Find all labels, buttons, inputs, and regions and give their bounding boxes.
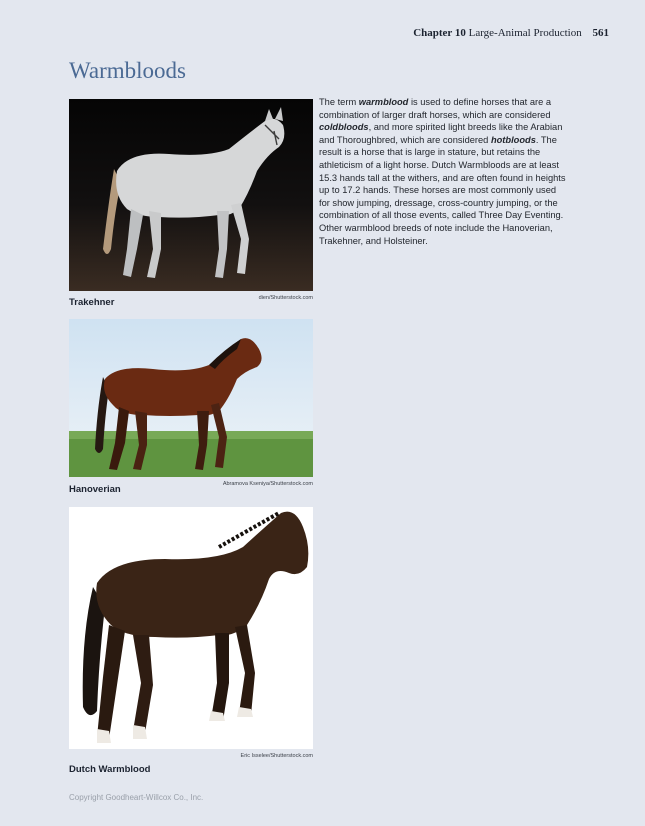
chapter-title: Large-Animal Production [468,27,582,39]
hanoverian-photo [69,319,313,477]
section-title: Warmbloods [69,58,186,83]
page-number: 561 [592,27,609,39]
photo-credit-1: dien/Shutterstock.com [258,295,313,301]
running-header [413,27,609,39]
caption-trakehner: Trakehner [69,297,115,308]
body-text-4: . The result is a horse that is large in stature, but retains the athleticism of a light horse. Dutch Warmbloods are at least 15.3 hands tall at the withers, and are often found in heights up to 17.2 hands. These horses are most commonly used for show jumping, dressage, cross-country jumping, or the combination of all those events, called Three Day Eventing. Other warmblood breeds of note include the Hanoverian, Trakehner, and Holsteiner. [319,134,566,246]
body-paragraph [319,96,569,247]
dutch-warmblood-photo [69,507,313,749]
term-warmblood: warmblood [358,97,409,107]
trakehner-photo [69,99,313,291]
term-hotbloods: hotbloods [490,134,536,145]
caption-dutch-warmblood: Dutch Warmblood [69,764,151,775]
photo-credit-3: Eric Isselee/Shutterstock.com [240,753,313,759]
body-text-3: , and more spirited light breeds like the Arabian and Thoroughbred, which are considered [319,122,563,145]
copyright-footer: Copyright Goodheart-Willcox Co., Inc. [69,793,204,802]
caption-hanoverian: Hanoverian [69,484,121,495]
term-coldbloods: coldbloods [319,122,369,133]
chapter-label: Chapter 10 [413,27,466,39]
photo-credit-2: Abramova Kseniya/Shutterstock.com [222,481,313,487]
body-text-1: The term [319,97,359,107]
body-text-2: is used to define horses that are a combination of larger draft horses, which are considered [319,97,552,120]
